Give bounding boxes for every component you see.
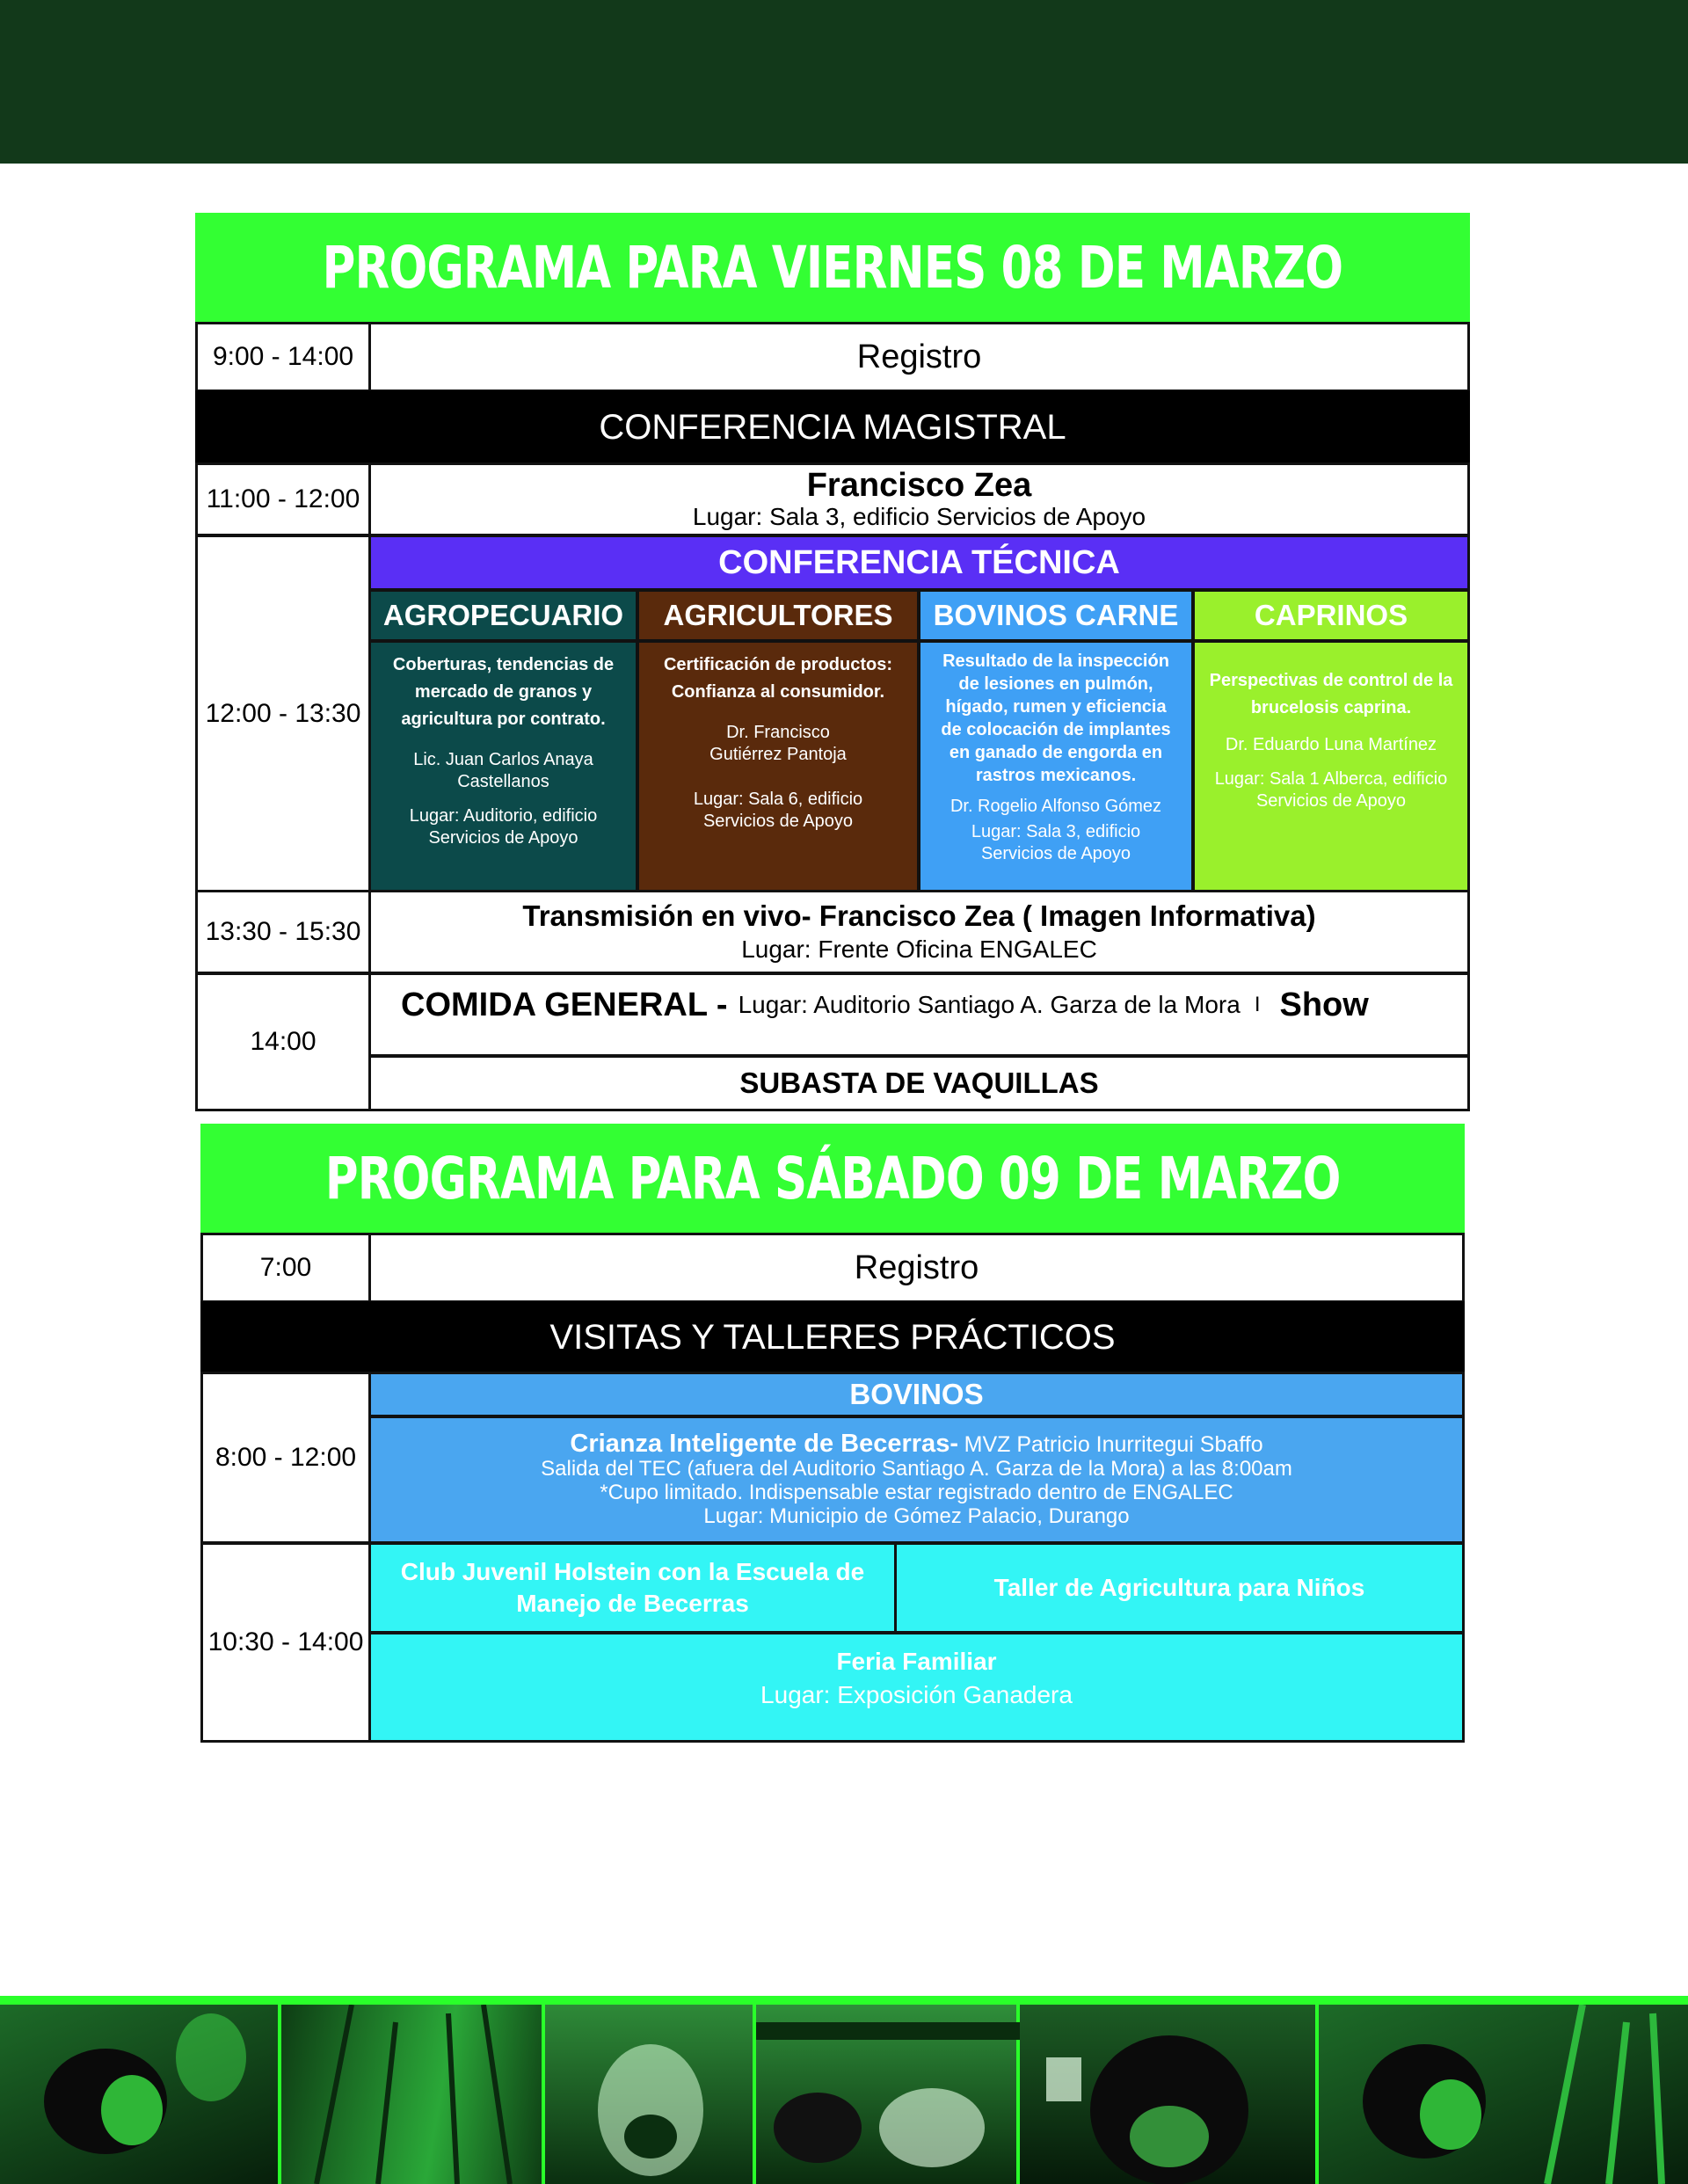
feria-place: Lugar: Exposición Ganadera [760,1681,1073,1708]
comida-title: COMIDA GENERAL - [401,986,728,1023]
comida-time: 14:00 [195,972,371,1111]
photo-cow-3 [1319,2005,1688,2184]
track-caprinos-place: Lugar: Sala 1 Alberca, edificio Servicios de Apoyo [1214,769,1448,811]
track-agropecuario-speaker: Lic. Juan Carlos Anaya Castellanos [413,750,593,791]
saturday-title: PROGRAMA PARA SÁBADO 09 DE MARZO [200,1124,1465,1233]
track-agropecuario-topic: Coberturas, tendencias de mercado de granos y agricultura por contrato. [392,655,615,729]
crianza-speaker: MVZ Patricio Inurritegui Sbaffo [964,1431,1263,1457]
transmision-title: Transmisión en vivo- Francisco Zea ( Imagen Informativa) [522,899,1316,932]
friday-registro-label: Registro [368,322,1470,392]
photo-cow-tag [1020,2005,1319,2184]
saturday-registro-time: 7:00 [200,1233,371,1303]
track-agricultores-header: AGRICULTORES [637,589,920,642]
track-agropecuario-body [368,640,638,893]
magistral-cell [368,462,1470,536]
photo-field-1 [281,2005,545,2184]
track-agricultores-place: Lugar: Sala 6, edificio Servicios de Apoyo [693,790,863,831]
photo-cow-1 [0,2005,281,2184]
track-caprinos-body [1192,640,1470,893]
track-agricultores-body [637,640,920,893]
feria-cell [368,1632,1465,1743]
magistral-speaker: Francisco Zea [806,467,1032,504]
late-time: 10:30 - 14:00 [200,1542,371,1743]
crianza-cell [368,1416,1465,1544]
track-caprinos-header: CAPRINOS [1192,589,1470,642]
track-agricultores-speaker: Dr. Francisco Gutiérrez Pantoja [709,723,847,764]
magistral-place: Lugar: Sala 3, edificio Servicios de Apoyo [692,503,1146,530]
track-bovinos-carne-place: Lugar: Sala 3, edificio Servicios de Apoyo [971,822,1141,863]
crianza-departure: Salida del TEC (afuera del Auditorio Santiago A. Garza de la Mora) a las 8:00am [541,1456,1292,1481]
track-agropecuario-header: AGROPECUARIO [368,589,638,642]
track-bovinos-carne-body [918,640,1194,893]
track-bovinos-carne-header: BOVINOS CARNE [918,589,1194,642]
cattle-photo-strip [0,1996,1688,2184]
photo-cow-2 [545,2005,756,2184]
tecnica-header: CONFERENCIA TÉCNICA [368,535,1470,591]
transmision-time: 13:30 - 15:30 [195,890,371,974]
magistral-time: 11:00 - 12:00 [195,462,371,536]
crianza-title: Crianza Inteligente de Becerras- [570,1429,958,1458]
crianza-place: Lugar: Municipio de Gómez Palacio, Durango [703,1503,1130,1528]
magistral-header: CONFERENCIA MAGISTRAL [195,390,1470,464]
friday-title: PROGRAMA PARA VIERNES 08 DE MARZO [195,213,1470,322]
comida-place: Lugar: Auditorio Santiago A. Garza de la Mora [738,991,1241,1018]
club-cell: Club Juvenil Holstein con la Escuela de Manejo de Becerras [368,1542,897,1634]
tecnica-time: 12:00 - 13:30 [195,535,371,893]
saturday-registro-label: Registro [368,1233,1465,1303]
visitas-header: VISITAS Y TALLERES PRÁCTICOS [200,1301,1465,1373]
subasta-cell: SUBASTA DE VAQUILLAS [368,1055,1470,1111]
crianza-title-line [570,1429,1263,1458]
track-caprinos-topic: Perspectivas de control de la brucelosis caprina. [1209,671,1453,717]
track-bovinos-carne-speaker: Dr. Rogelio Alfonso Gómez [950,797,1162,816]
comida-cell [368,972,1470,1057]
transmision-place: Lugar: Frente Oficina ENGALEC [741,935,1097,963]
track-agricultores-topic: Certificación de productos: Confianza al consumidor. [663,655,893,702]
photo-cows-barn [756,2005,1020,2184]
track-agropecuario-place: Lugar: Auditorio, edificio Servicios de Apoyo [409,806,598,848]
track-caprinos-speaker: Dr. Eduardo Luna Martínez [1225,735,1437,754]
taller-cell: Taller de Agricultura para Niños [894,1542,1465,1634]
track-bovinos-carne-topic: Resultado de la inspección de lesiones en pulmón, hígado, rumen y eficiencia de colocación de implantes en ganado de engorda en rastros mexicanos. [941,652,1171,785]
transmision-cell [368,890,1470,974]
feria-title: Feria Familiar [836,1648,997,1675]
comida-show: Show [1279,986,1369,1023]
top-banner [0,0,1688,164]
bovinos-header: BOVINOS [368,1372,1465,1417]
comida-separator: I [1254,993,1261,1016]
bovinos-time: 8:00 - 12:00 [200,1372,371,1544]
friday-registro-time: 9:00 - 14:00 [195,322,371,392]
crianza-note: *Cupo limitado. Indispensable estar registrado dentro de ENGALEC [600,1480,1233,1504]
